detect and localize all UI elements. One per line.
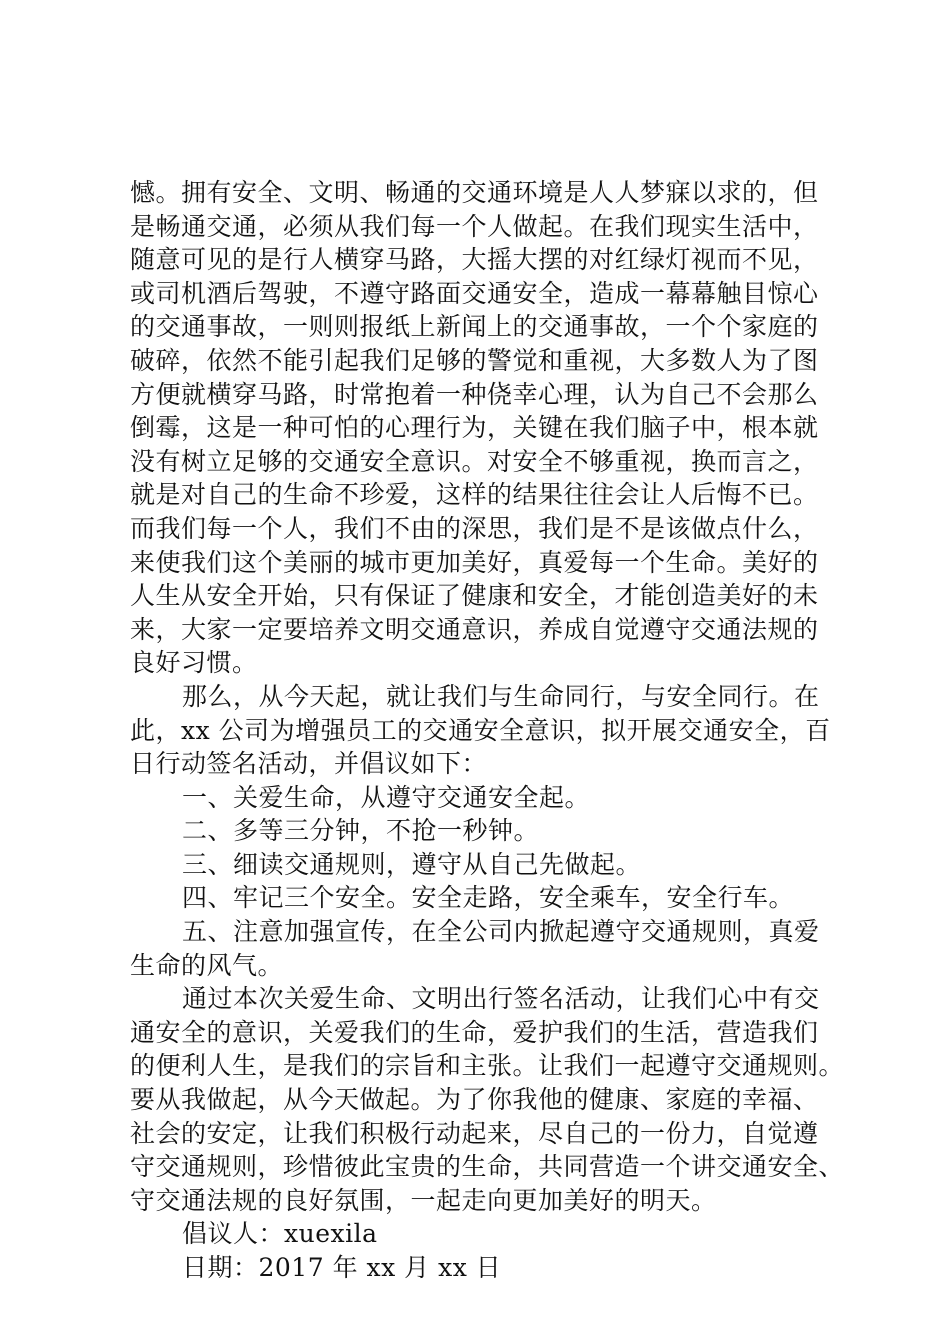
document-line: 或司机酒后驾驶，不遵守路面交通安全，造成一幕幕触目惊心 xyxy=(130,278,819,308)
document-line: 憾。拥有安全、文明、畅通的交通环境是人人梦寐以求的，但 xyxy=(130,178,819,207)
document-line: 那么，从今天起，就让我们与生命同行，与安全同行。在 xyxy=(182,681,820,711)
document-line: 来使我们这个美丽的城市更加美好，真爱每一个生命。美好的 xyxy=(130,547,819,577)
document-line: 守交通规则，珍惜彼此宝贵的生命，共同营造一个讲交通安全、 xyxy=(130,1152,845,1182)
document-line: 生命的风气。 xyxy=(130,950,284,980)
document-line: 日期：2017 年 xx 月 xx 日 xyxy=(182,1253,502,1282)
document-line: 良好习惯。 xyxy=(130,648,258,678)
document-line: 日行动签名活动，并倡议如下： xyxy=(130,749,488,779)
document-line: 通过本次关爱生命、文明出行签名活动，让我们心中有交 xyxy=(182,984,820,1014)
document-line: 就是对自己的生命不珍爱，这样的结果往往会让人后悔不已。 xyxy=(130,480,819,510)
document-line: 三、细读交通规则，遵守从自己先做起。 xyxy=(182,849,642,879)
document-line: 四、牢记三个安全。安全走路，安全乘车，安全行车。 xyxy=(182,883,795,913)
document-line: 二、多等三分钟，不抢一秒钟。 xyxy=(182,816,540,846)
document-line: 的交通事故，一则则报纸上新闻上的交通事故，一个个家庭的 xyxy=(130,312,819,342)
document-line: 人生从安全开始，只有保证了健康和安全，才能创造美好的未 xyxy=(130,581,819,611)
document-line: 此，xx 公司为增强员工的交通安全意识，拟开展交通安全，百 xyxy=(130,715,831,745)
document-line: 来，大家一定要培养文明交通意识，养成自觉遵守交通法规的 xyxy=(130,614,819,644)
document-body xyxy=(130,176,845,1285)
document-line: 五、注意加强宣传，在全公司内掀起遵守交通规则，真爱 xyxy=(182,917,820,947)
document-line: 倡议人：xuexila xyxy=(182,1219,378,1249)
document-line: 没有树立足够的交通安全意识。对安全不够重视，换而言之， xyxy=(130,446,819,476)
document-line: 而我们每一个人，我们不由的深思，我们是不是该做点什么， xyxy=(130,513,819,543)
document-line: 社会的安定，让我们积极行动起来，尽自己的一份力，自觉遵 xyxy=(130,1118,819,1148)
document-line: 要从我做起，从今天做起。为了你我他的健康、家庭的幸福、 xyxy=(130,1085,819,1115)
document-line: 通安全的意识，关爱我们的生命，爱护我们的生活，营造我们 xyxy=(130,1017,819,1047)
document-line: 的便利人生，是我们的宗旨和主张。让我们一起遵守交通规则。 xyxy=(130,1051,845,1081)
document-line: 破碎，依然不能引起我们足够的警觉和重视，大多数人为了图 xyxy=(130,345,819,375)
document-line: 倒霉，这是一种可怕的心理行为，关键在我们脑子中，根本就 xyxy=(130,413,819,443)
document-line: 是畅通交通，必须从我们每一个人做起。在我们现实生活中， xyxy=(130,211,819,241)
document-line: 方便就横穿马路，时常抱着一种侥幸心理，认为自己不会那么 xyxy=(130,379,819,409)
document-line: 一、关爱生命，从遵守交通安全起。 xyxy=(182,782,591,812)
document-line: 守交通法规的良好氛围，一起走向更加美好的明天。 xyxy=(130,1185,717,1215)
document-line: 随意可见的是行人横穿马路，大摇大摆的对红绿灯视而不见， xyxy=(130,245,819,275)
